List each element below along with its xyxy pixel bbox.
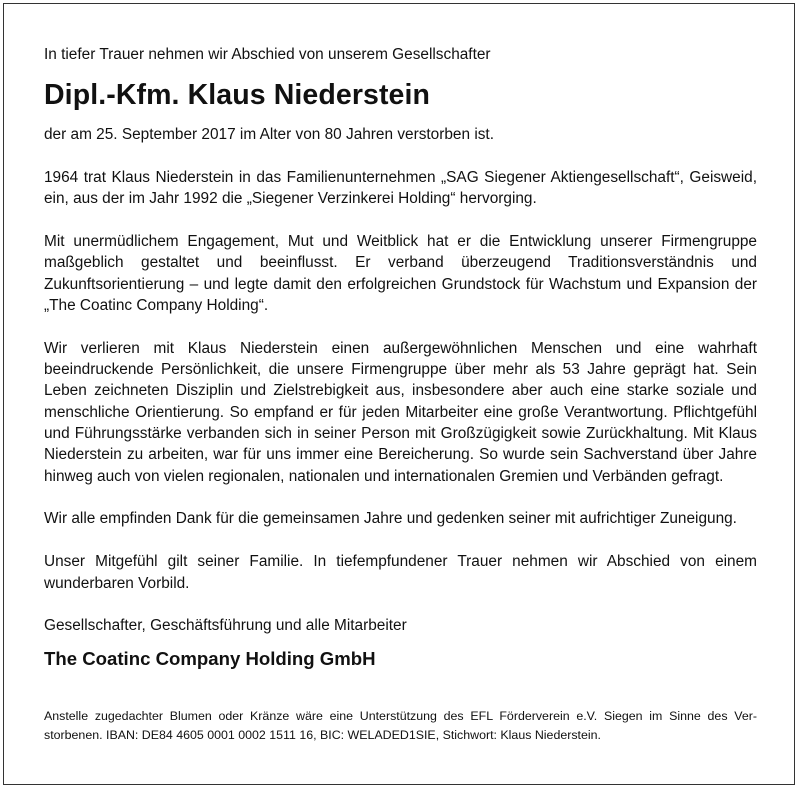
obituary-notice	[44, 44, 757, 745]
company-name: The Coatinc Company Holding GmbH	[44, 647, 376, 669]
paragraph-condolence: Unser Mitgefühl gilt seiner Familie. In tiefempfundener Trauer nehmen wir Abschied von einem wunderbaren Vorbild.	[44, 553, 757, 592]
date-line: der am 25. September 2017 im Alter von 80 Jahren verstorben ist.	[44, 126, 494, 144]
donation-note: Anstelle zugedachter Blumen oder Kränze wäre eine Unterstützung des EFL Förderverein e.V. Siegen im Sinne des Verstorbenen. IBAN: DE84 4605 0001 0002 1511 16, BIC: WELADED1SIE, Stichwort: Klaus Niederstein.	[44, 708, 757, 742]
deceased-name: Dipl.-Kfm. Klaus Niederstein	[44, 79, 431, 112]
signers-line: Gesellschafter, Geschäftsführung und alle Mitarbeiter	[44, 617, 407, 635]
intro-line: In tiefer Trauer nehmen wir Abschied von unserem Gesellschafter	[44, 46, 491, 63]
paragraph-gratitude: Wir alle empfinden Dank für die gemeinsamen Jahre und gedenken seiner mit aufrichtiger Zuneigung.	[44, 510, 737, 528]
paragraph-engagement: Mit unermüdlichem Engagement, Mut und Weitblick hat er die Entwicklung unserer Firmengruppe maßgeblich gestaltet und beeinflusst. Er verband überzeugend Traditionsverständnis und Zukunftsorientierung – und legte damit den erfolgreichen Grundstock für Wachstum und Expansion der „The Coatinc Company Holding“.	[44, 233, 757, 315]
paragraph-history: 1964 trat Klaus Niederstein in das Familienunternehmen „SAG Siegener Aktiengesellschaft“, Geisweid, ein, aus der im Jahr 1992 die „Siegener Verzinkerei Holding“ hervorging.	[44, 169, 757, 208]
paragraph-personality: Wir verlieren mit Klaus Niederstein einen außergewöhnlichen Menschen und eine wahrhaft beeindruckende Persönlichkeit, die unsere Firmengruppe über mehr als 53 Jahre geprägt hat. Sein Leben zeichneten Disziplin und Zielstrebigkeit aus, insbesondere aber auch eine starke soziale und menschliche Orientierung. So empfand er für jeden Mitarbeiter eine große Verantwortung. Pflichtgefühl und Führungsstärke verbanden sich in seiner Person mit Großzügigkeit sowie Zurückhaltung. Mit Klaus Niederstein zu arbeiten, war für uns immer eine Bereicherung. So wurde sein Sachverstand über Jahre hinweg auch von vielen regionalen, nationalen und internationalen Gremien und Verbänden gefragt.	[44, 339, 757, 485]
